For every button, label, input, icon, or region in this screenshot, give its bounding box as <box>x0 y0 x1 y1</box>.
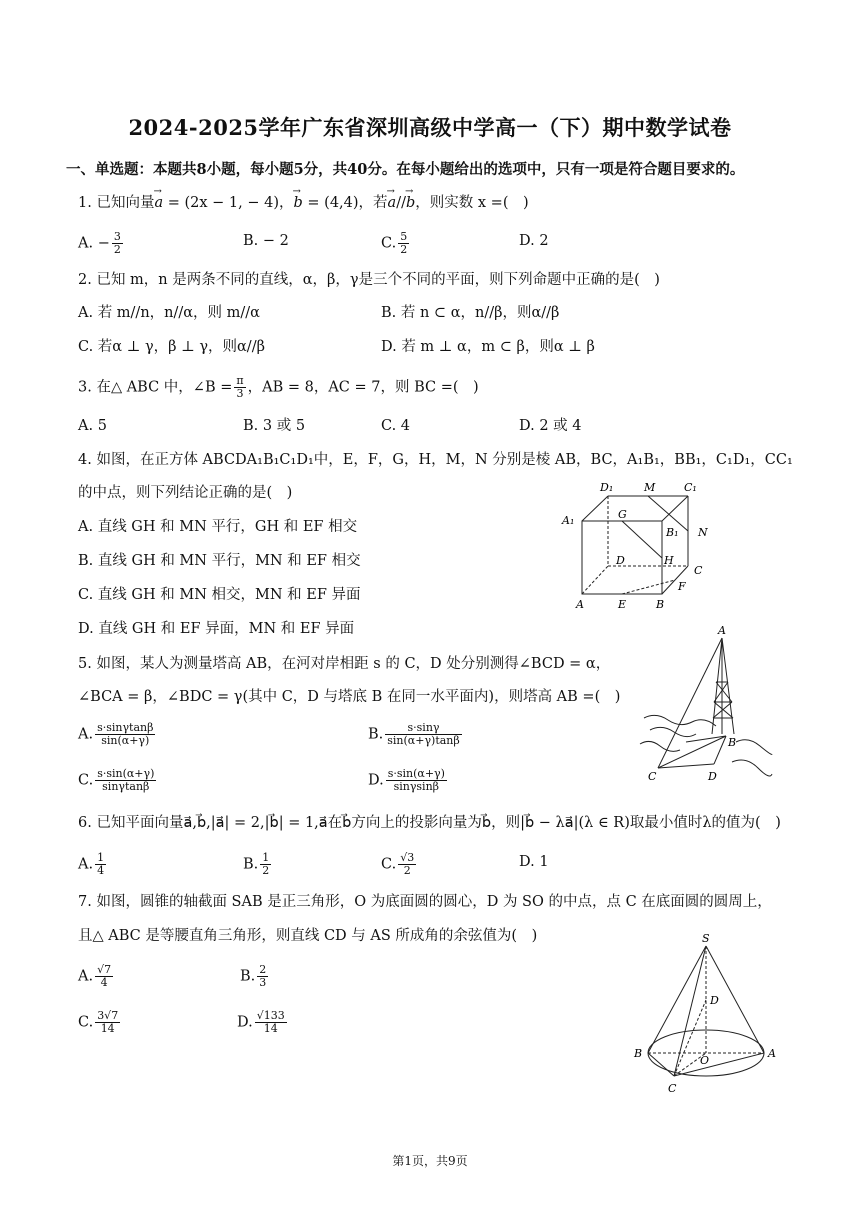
q1-a-den: 2 <box>113 243 121 256</box>
label-E: E <box>618 598 627 611</box>
q6-a-label: A. <box>78 856 94 873</box>
q3-stem-post: ，AB = 8，AC = 7，则 BC =( ) <box>247 379 479 396</box>
q6-c-den: 2 <box>403 864 411 877</box>
label-C: C <box>668 1082 677 1095</box>
q7-option-b[interactable] <box>240 964 270 989</box>
q5-c-num: s·sin(α+γ) <box>97 767 155 780</box>
q5-option-b[interactable] <box>368 722 464 747</box>
q3-angle-frac <box>234 375 245 400</box>
q1-option-d[interactable]: D. 2 <box>519 233 549 249</box>
q7-b-num: 2 <box>259 963 267 976</box>
q5-d-num: s·sin(α+γ) <box>387 767 445 780</box>
label-O: O <box>700 1054 710 1067</box>
question-3-stem <box>78 375 479 400</box>
q2-option-b[interactable]: B. 若 n ⊂ α，n//β，则α//β <box>381 305 560 321</box>
label-H: H <box>664 554 674 567</box>
q6-b-label: B. <box>243 856 259 873</box>
q6-b-frac <box>260 852 271 877</box>
label-N: N <box>698 526 708 539</box>
q7-c-num: 3√7 <box>97 1009 119 1022</box>
page-footer: 第1页，共9页 <box>392 1154 468 1168</box>
q5-a-frac <box>95 722 155 747</box>
q6-b-num: 1 <box>262 851 270 864</box>
q7-a-num: √7 <box>97 963 112 976</box>
q1-c-label: C. <box>381 235 397 252</box>
q5-a-label: A. <box>78 726 94 743</box>
q7-c-frac <box>95 1010 120 1035</box>
q3-option-c[interactable]: C. 4 <box>381 418 411 434</box>
label-D: D <box>710 994 719 1007</box>
q5-b-den: sin(α+γ)tanβ <box>387 734 460 747</box>
q7-c-label: C. <box>78 1014 94 1031</box>
q3-pi: π <box>236 374 244 387</box>
q1-option-a[interactable] <box>78 231 125 256</box>
q3-option-b[interactable]: B. 3 或 5 <box>243 418 306 434</box>
label-A: A <box>768 1047 776 1060</box>
label-B: B <box>656 598 665 611</box>
q7-a-label: A. <box>78 968 94 985</box>
q2-option-c[interactable]: C. 若α ⊥ γ，β ⊥ γ，则α//β <box>78 339 265 355</box>
question-1-stem <box>78 193 529 213</box>
q5-d-den: sinγsinβ <box>393 780 440 793</box>
q1-option-b[interactable]: B. − 2 <box>243 233 289 249</box>
label-D: D <box>708 770 717 783</box>
label-C: C <box>694 564 703 577</box>
q5-c-den: sinγtanβ <box>102 780 150 793</box>
q5-option-d[interactable] <box>368 768 449 793</box>
q7-b-label: B. <box>240 968 256 985</box>
q1-c-den: 2 <box>400 243 408 256</box>
label-M: M <box>644 481 656 494</box>
q7-b-den: 3 <box>259 976 267 989</box>
label-C1: C₁ <box>684 481 697 494</box>
q6-a-frac <box>95 852 106 877</box>
q7-option-a[interactable] <box>78 964 115 989</box>
label-B1: B₁ <box>666 526 679 539</box>
label-D1: D₁ <box>600 481 614 494</box>
q4-option-d[interactable]: D. 直线 GH 和 EF 异面，MN 和 EF 异面 <box>78 621 355 637</box>
label-B: B <box>634 1047 643 1060</box>
vec-a2: → a <box>388 193 397 213</box>
q6-option-b[interactable] <box>243 852 273 877</box>
label-A: A <box>718 624 726 637</box>
q5-b-num: s·sinγ <box>385 722 461 735</box>
q6-option-a[interactable] <box>78 852 108 877</box>
q7-option-d[interactable] <box>237 1010 289 1035</box>
q3-three: 3 <box>236 387 244 400</box>
q7-a-frac <box>95 964 113 989</box>
q5-b-frac <box>385 722 461 747</box>
q3-stem-pre: 3. 在△ ABC 中，∠B = <box>78 379 233 396</box>
q2-option-a[interactable]: A. 若 m//n，n//α，则 m//α <box>78 305 260 321</box>
q7-b-frac <box>257 964 268 989</box>
question-5-stem-1: 5. 如图，某人为测量塔高 AB，在河对岸相距 s 的 C，D 处分别测得∠BCD = α， <box>78 656 611 672</box>
q6-option-d[interactable]: D. 1 <box>519 854 549 870</box>
q1-c-frac <box>398 231 409 256</box>
q6-a-num: 1 <box>97 851 105 864</box>
q7-c-den: 14 <box>100 1022 115 1035</box>
label-S: S <box>702 932 710 945</box>
question-6-stem: 6. 已知平面向量a⃗,b⃗,|a⃗| = 2,|b⃗| = 1,a⃗在b⃗方向上的投影向量为b⃗，则|b⃗ − λa⃗|(λ ∈ R)取最小值时λ的值为( ) <box>78 815 781 831</box>
q4-option-a[interactable]: A. 直线 GH 和 MN 平行，GH 和 EF 相交 <box>78 519 358 535</box>
tower-figure <box>636 622 776 788</box>
vec-a: → a <box>154 193 163 213</box>
section-heading: 一、单选题：本题共8小题，每小题5分，共40分。在每小题给出的选项中，只有一项是符合题目要求的。 <box>66 161 745 178</box>
label-A1: A₁ <box>562 514 575 527</box>
q6-c-num: √3 <box>400 851 415 864</box>
label-A: A <box>576 598 584 611</box>
label-G: G <box>618 508 627 521</box>
q1-stem-pre: 1. 已知向量 <box>78 195 155 211</box>
question-4-stem-2: 的中点，则下列结论正确的是( ) <box>78 485 293 501</box>
q5-a-num: s·sinγtanβ <box>97 721 154 734</box>
q6-a-den: 4 <box>97 864 105 877</box>
q5-option-a[interactable] <box>78 722 157 747</box>
q6-b-den: 2 <box>262 864 270 877</box>
label-B: B <box>728 736 737 749</box>
cone-figure <box>626 930 786 1100</box>
q2-option-d[interactable]: D. 若 m ⊥ α，m ⊂ β，则α ⊥ β <box>381 339 595 355</box>
q7-d-frac <box>255 1010 287 1035</box>
q5-d-frac <box>386 768 447 793</box>
q1-option-c[interactable] <box>381 231 411 256</box>
q1-stem-c: // <box>396 195 406 211</box>
q7-d-den: 14 <box>263 1022 278 1035</box>
q1-a-label: A. − <box>78 235 110 252</box>
q1-stem-b: = (4,4)，若 <box>307 195 388 211</box>
vec-b2: → b <box>406 193 415 213</box>
q5-c-label: C. <box>78 772 94 789</box>
cube-figure <box>558 478 718 618</box>
label-D: D <box>616 554 625 567</box>
q7-option-c[interactable] <box>78 1010 122 1035</box>
q5-a-den: sin(α+γ) <box>101 734 150 747</box>
q1-stem-end: ，则实数 x =( ) <box>415 195 529 211</box>
page-title: 2024-2025学年广东省深圳高级中学高一（下）期中数学试卷 <box>128 115 732 140</box>
q7-d-num: √133 <box>256 1009 285 1022</box>
q5-d-label: D. <box>368 772 384 789</box>
q1-stem-a: = (2x − 1, − 4)， <box>167 195 294 211</box>
vec-b: → b <box>294 193 303 213</box>
q3-option-a[interactable]: A. 5 <box>78 418 107 434</box>
q6-c-label: C. <box>381 856 397 873</box>
q1-a-frac <box>112 231 123 256</box>
q5-b-label: B. <box>368 726 384 743</box>
q6-option-c[interactable] <box>381 852 418 877</box>
q4-option-b[interactable]: B. 直线 GH 和 MN 平行，MN 和 EF 相交 <box>78 553 361 569</box>
question-5-stem-2: ∠BCA = β，∠BDC = γ(其中 C，D 与塔底 B 在同一水平面内)，则塔高 AB =( ) <box>78 689 621 705</box>
label-F: F <box>678 580 686 593</box>
q3-option-d[interactable]: D. 2 或 4 <box>519 418 582 434</box>
label-C: C <box>648 770 657 783</box>
q5-c-frac <box>95 768 156 793</box>
q5-option-c[interactable] <box>78 768 158 793</box>
q1-c-num: 5 <box>400 230 408 243</box>
question-7-stem-1: 7. 如图，圆锥的轴截面 SAB 是正三角形，O 为底面圆的圆心，D 为 SO 的中点，点 C 在底面圆的圆周上， <box>78 894 772 910</box>
q6-c-frac <box>398 852 416 877</box>
question-2-stem: 2. 已知 m，n 是两条不同的直线，α，β，γ是三个不同的平面，则下列命题中正确的是( ) <box>78 272 660 288</box>
question-4-stem-1: 4. 如图，在正方体 ABCDA₁B₁C₁D₁中，E，F，G，H，M，N 分别是棱 AB，BC，A₁B₁，BB₁，C₁D₁，CC₁ <box>78 452 793 468</box>
q7-d-label: D. <box>237 1014 253 1031</box>
q1-a-num: 3 <box>113 230 121 243</box>
question-7-stem-2: 且△ ABC 是等腰直角三角形，则直线 CD 与 AS 所成角的余弦值为( ) <box>78 928 538 944</box>
q7-a-den: 4 <box>100 976 108 989</box>
q4-option-c[interactable]: C. 直线 GH 和 MN 相交，MN 和 EF 异面 <box>78 587 361 603</box>
